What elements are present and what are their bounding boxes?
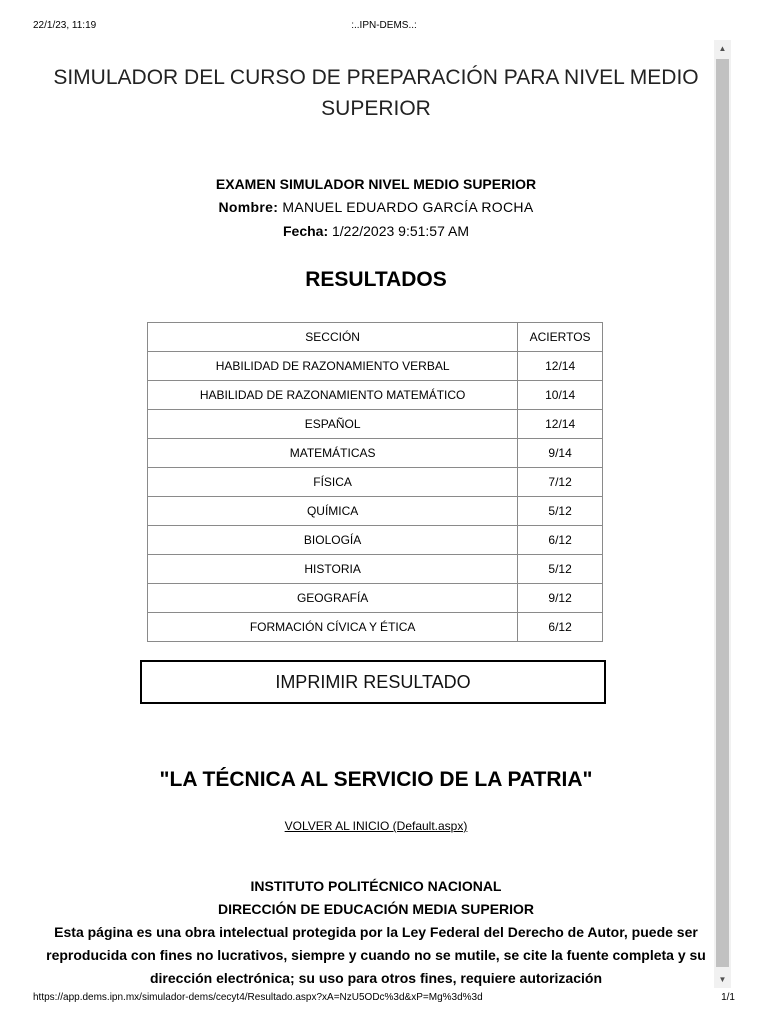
section-cell: BIOLOGÍA [148,526,518,555]
score-cell: 5/12 [518,555,603,584]
student-name-row [40,199,712,215]
scroll-up-arrow-icon[interactable]: ▲ [718,44,727,53]
results-table [147,322,603,642]
print-datetime: 22/1/23, 11:19 [33,20,97,31]
footer-institution: INSTITUTO POLITÉCNICO NACIONAL [250,878,502,894]
scroll-thumb[interactable] [716,59,729,967]
section-cell: HABILIDAD DE RAZONAMIENTO MATEMÁTICO [148,381,518,410]
table-row [148,439,603,468]
scroll-down-arrow-icon[interactable]: ▼ [718,975,727,984]
column-header-section: SECCIÓN [148,323,518,352]
page-content [40,40,712,988]
print-footer [0,992,768,1012]
print-header [0,0,768,38]
section-cell: ESPAÑOL [148,410,518,439]
print-url: https://app.dems.ipn.mx/simulador-dems/cecyt4/Resultado.aspx?xA=NzU5ODc%3d&xP=Mg%3d%3d [33,992,483,1003]
score-cell: 12/14 [518,410,603,439]
table-row [148,468,603,497]
table-row [148,526,603,555]
table-row [148,584,603,613]
section-cell: HISTORIA [148,555,518,584]
print-page-count: 1/1 [721,992,735,1003]
score-cell: 5/12 [518,497,603,526]
name-value: MANUEL EDUARDO GARCÍA ROCHA [282,199,534,215]
table-row [148,410,603,439]
table-row [148,381,603,410]
copyright-notice: Esta página es una obra intelectual protegida por la Ley Federal del Derecho de Autor, puede ser reproducida con fines no lucrativos, siempre y cuando no se mutile, se cite la fuente completa y su dirección electrónica; su uso para otros fines, requiere autorización [46,924,706,986]
table-row [148,352,603,381]
score-cell: 9/12 [518,584,603,613]
table-row [148,497,603,526]
institutional-motto: "LA TÉCNICA AL SERVICIO DE LA PATRIA" [159,768,593,791]
footer-department: DIRECCIÓN DE EDUCACIÓN MEDIA SUPERIOR [217,901,535,917]
exam-title: EXAMEN SIMULADOR NIVEL MEDIO SUPERIOR [215,176,537,192]
score-cell: 6/12 [518,526,603,555]
section-cell: GEOGRAFÍA [148,584,518,613]
table-row [148,613,603,642]
score-cell: 6/12 [518,613,603,642]
vertical-scrollbar[interactable] [714,40,731,988]
section-cell: HABILIDAD DE RAZONAMIENTO VERBAL [148,352,518,381]
score-cell: 9/14 [518,439,603,468]
date-value: 1/22/2023 9:51:57 AM [332,223,469,239]
section-cell: FORMACIÓN CÍVICA Y ÉTICA [148,613,518,642]
score-cell: 7/12 [518,468,603,497]
back-to-home-link[interactable]: VOLVER AL INICIO (Default.aspx) [284,819,468,833]
name-label: Nombre: [218,199,279,215]
score-cell: 10/14 [518,381,603,410]
print-page-title: :..IPN-DEMS..: [351,20,417,31]
column-header-correct: ACIERTOS [518,323,603,352]
results-heading: RESULTADOS [305,268,447,291]
page-title: SIMULADOR DEL CURSO DE PREPARACIÓN PARA NIVEL MEDIO SUPERIOR [53,66,699,120]
section-cell: MATEMÁTICAS [148,439,518,468]
score-cell: 12/14 [518,352,603,381]
table-header-row [148,323,603,352]
exam-date-row [40,223,712,239]
section-cell: QUÍMICA [148,497,518,526]
table-row [148,555,603,584]
date-label: Fecha: [282,223,329,239]
print-results-button[interactable]: IMPRIMIR RESULTADO [140,660,606,704]
section-cell: FÍSICA [148,468,518,497]
